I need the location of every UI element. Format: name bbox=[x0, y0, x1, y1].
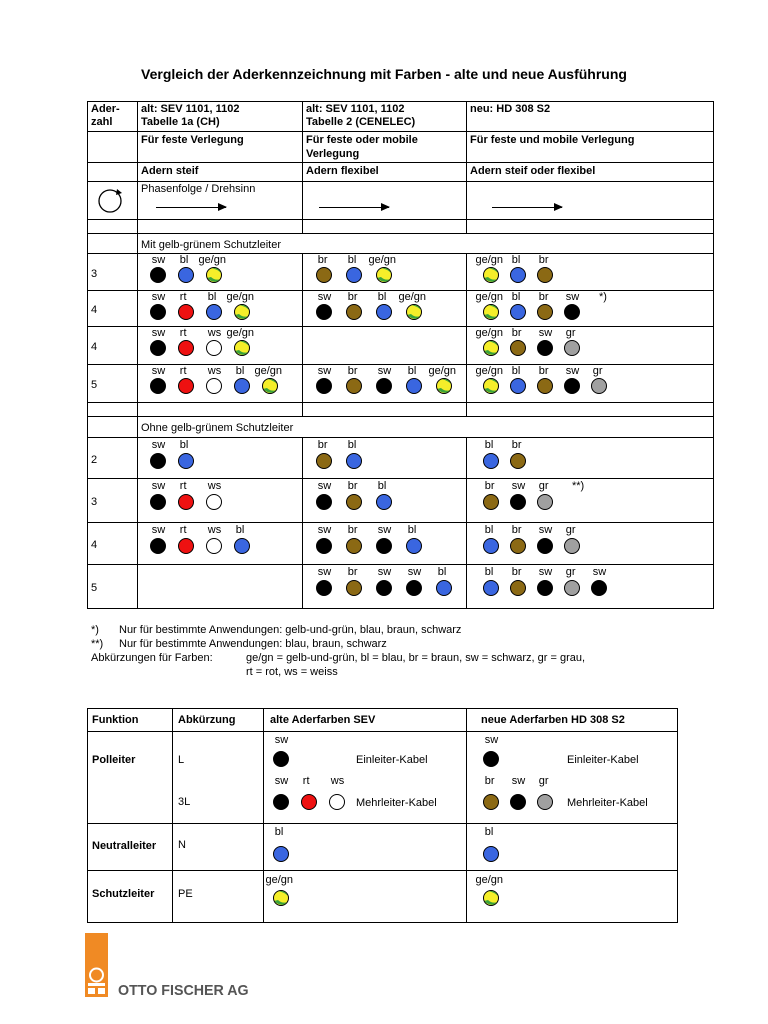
color-label: bl bbox=[437, 566, 447, 578]
t2-new-einleiter: Einleiter-Kabel bbox=[567, 754, 639, 766]
footnote-1-text: Nur für bestimmte Anwendungen: gelb-und-grün, blau, braun, schwarz bbox=[119, 624, 462, 636]
wire-br-dot bbox=[510, 538, 526, 554]
wire-bl-dot bbox=[346, 267, 362, 283]
wire-br-dot bbox=[510, 453, 526, 469]
row-ader-count: 3 bbox=[91, 496, 98, 508]
color-label: br bbox=[511, 524, 522, 536]
color-label: sw bbox=[511, 775, 526, 787]
wire-bl-dot bbox=[376, 494, 392, 510]
wire-bl-dot bbox=[406, 538, 422, 554]
color-label: br bbox=[347, 566, 358, 578]
footnote-ref: *) bbox=[599, 291, 607, 303]
color-label: gr bbox=[565, 524, 576, 536]
wire-sw-dot bbox=[150, 267, 166, 283]
wire-ws-dot bbox=[206, 494, 222, 510]
row-ader-count: 4 bbox=[91, 341, 98, 353]
wire-rt-dot bbox=[178, 340, 194, 356]
footnote-ref: **) bbox=[572, 480, 585, 492]
wire-br-dot bbox=[346, 580, 362, 596]
color-label: sw bbox=[592, 566, 607, 578]
logo-mark-icon bbox=[85, 966, 108, 996]
t2-abbr-PE: PE bbox=[178, 888, 193, 900]
color-label: sw bbox=[317, 480, 332, 492]
t2-header-funktion: Funktion bbox=[92, 714, 139, 726]
row-ader-count: 2 bbox=[91, 453, 98, 466]
row-ader-count: 4 bbox=[91, 539, 98, 551]
color-label: br bbox=[511, 439, 522, 451]
color-label: br bbox=[317, 254, 328, 266]
color-label: ge/gn bbox=[475, 254, 504, 266]
t2-schutzleiter: Schutzleiter bbox=[92, 888, 155, 900]
color-label: rt bbox=[179, 524, 187, 536]
wire-bl-dot bbox=[346, 453, 362, 469]
wire-br-dot bbox=[346, 378, 362, 394]
wire-sw-dot bbox=[150, 494, 166, 510]
header-hd308: neu: HD 308 S2 bbox=[470, 103, 551, 115]
phase-arrow-c3 bbox=[492, 207, 562, 208]
header-aderzahl-2: zahl bbox=[91, 116, 113, 128]
t2-header-neu: neue Aderfarben HD 308 S2 bbox=[481, 714, 625, 726]
wire-gegn-dot bbox=[483, 378, 499, 394]
color-label: ge/gn bbox=[475, 365, 504, 377]
footnote-2-mark: **) bbox=[91, 638, 104, 650]
wire-bl-dot bbox=[436, 580, 452, 596]
logo-text: OTTO FISCHER AG bbox=[118, 982, 249, 999]
wire-br-dot bbox=[510, 340, 526, 356]
color-label: ge/gn bbox=[254, 365, 283, 377]
color-label: sw bbox=[151, 327, 166, 339]
color-label: sw bbox=[151, 365, 166, 377]
color-label: br bbox=[347, 365, 358, 377]
row-ader-count: 4 bbox=[91, 304, 98, 316]
wire-sw-dot bbox=[376, 538, 392, 554]
wire-gegn-dot bbox=[483, 267, 499, 283]
wire-sw-dot bbox=[316, 580, 332, 596]
header-sev-ch-2: Tabelle 1a (CH) bbox=[141, 116, 220, 128]
wire-bl-dot bbox=[483, 846, 499, 862]
wire-rt-dot bbox=[178, 378, 194, 394]
t2-neutralleiter: Neutralleiter bbox=[92, 840, 157, 852]
color-label: bl bbox=[207, 291, 217, 303]
t2-header-abkuerzung: Abkürzung bbox=[178, 714, 236, 726]
color-label: ge/gn bbox=[226, 327, 255, 339]
color-label: bl bbox=[235, 365, 245, 377]
abbr-line-1: ge/gn = gelb-und-grün, bl = blau, br = braun, sw = schwarz, gr = grau, bbox=[246, 652, 586, 664]
color-label: gr bbox=[538, 480, 549, 492]
adern-c3: Adern steif oder flexibel bbox=[470, 165, 596, 177]
wire-gegn-dot bbox=[206, 267, 222, 283]
color-label: ws bbox=[207, 480, 222, 492]
color-label: sw bbox=[151, 254, 166, 266]
color-label: ge/gn bbox=[368, 254, 397, 266]
color-label: br bbox=[347, 524, 358, 536]
row-ader-count: 3 bbox=[91, 267, 98, 280]
wire-bl-dot bbox=[234, 378, 250, 394]
color-label: sw bbox=[151, 439, 166, 451]
wire-sw-dot bbox=[537, 340, 553, 356]
color-label: bl bbox=[511, 291, 521, 303]
color-label: br bbox=[538, 254, 549, 266]
color-label: br bbox=[538, 365, 549, 377]
t2-polleiter: Polleiter bbox=[92, 754, 136, 766]
phase-arrow-c1 bbox=[156, 207, 226, 208]
color-label: sw bbox=[538, 327, 553, 339]
wire-sw-dot bbox=[564, 378, 580, 394]
phase-arrow-c2 bbox=[319, 207, 389, 208]
color-label: br bbox=[511, 327, 522, 339]
color-label: gr bbox=[565, 327, 576, 339]
color-label: sw bbox=[317, 365, 332, 377]
color-label: ge/gn bbox=[475, 291, 504, 303]
color-label: bl bbox=[347, 254, 357, 266]
wire-rt-dot bbox=[178, 494, 194, 510]
wire-gegn-dot bbox=[483, 340, 499, 356]
t2-abbr-L: L bbox=[178, 754, 185, 766]
wire-ws-dot bbox=[206, 340, 222, 356]
wire-bl-dot bbox=[234, 538, 250, 554]
color-label: rt bbox=[179, 480, 187, 492]
t2-old-einleiter: Einleiter-Kabel bbox=[356, 754, 428, 766]
wire-rt-dot bbox=[301, 794, 317, 810]
wire-bl-dot bbox=[510, 267, 526, 283]
wire-gr-dot bbox=[537, 494, 553, 510]
color-label: ge/gn bbox=[226, 291, 255, 303]
wire-bl-dot bbox=[406, 378, 422, 394]
color-label: bl bbox=[407, 365, 417, 377]
verlegung-c2-1: Für feste oder mobile bbox=[306, 134, 418, 146]
wire-sw-dot bbox=[316, 538, 332, 554]
abbr-line-2: rt = rot, ws = weiss bbox=[246, 666, 338, 678]
page-title: Vergleich der Aderkennzeichnung mit Farben - alte und neue Ausführung bbox=[141, 66, 627, 82]
header-sev-cenelec-1: alt: SEV 1101, 1102 bbox=[306, 103, 405, 115]
wire-br-dot bbox=[346, 538, 362, 554]
wire-gegn-dot bbox=[234, 304, 250, 320]
wire-bl-dot bbox=[510, 378, 526, 394]
color-label: bl bbox=[179, 439, 189, 451]
wire-br-dot bbox=[346, 494, 362, 510]
color-label: rt bbox=[179, 291, 187, 303]
color-label: bl bbox=[484, 826, 494, 838]
color-label: sw bbox=[377, 524, 392, 536]
wire-rt-dot bbox=[178, 304, 194, 320]
wire-gegn-dot bbox=[483, 890, 499, 906]
t2-old-mehrleiter: Mehrleiter-Kabel bbox=[356, 797, 437, 809]
color-label: bl bbox=[484, 439, 494, 451]
wire-br-dot bbox=[537, 304, 553, 320]
color-label: ge/gn bbox=[398, 291, 427, 303]
wire-br-dot bbox=[483, 794, 499, 810]
color-label: bl bbox=[407, 524, 417, 536]
color-label: sw bbox=[538, 566, 553, 578]
verlegung-c2-2: Verlegung bbox=[306, 148, 360, 160]
t2-new-mehrleiter: Mehrleiter-Kabel bbox=[567, 797, 648, 809]
color-label: br bbox=[484, 775, 495, 787]
wire-sw-dot bbox=[591, 580, 607, 596]
wire-bl-dot bbox=[483, 538, 499, 554]
color-label: sw bbox=[317, 524, 332, 536]
t2-abbr-N: N bbox=[178, 839, 186, 851]
color-label: rt bbox=[179, 365, 187, 377]
wire-gegn-dot bbox=[483, 304, 499, 320]
color-label: sw bbox=[538, 524, 553, 536]
wire-bl-dot bbox=[483, 580, 499, 596]
wire-sw-dot bbox=[273, 794, 289, 810]
color-label: sw bbox=[484, 734, 499, 746]
color-label: bl bbox=[484, 524, 494, 536]
wire-gr-dot bbox=[591, 378, 607, 394]
color-label: br bbox=[538, 291, 549, 303]
wire-sw-dot bbox=[150, 378, 166, 394]
wire-sw-dot bbox=[537, 580, 553, 596]
footnote-1-mark: *) bbox=[91, 624, 99, 636]
color-label: br bbox=[347, 480, 358, 492]
wire-gr-dot bbox=[564, 538, 580, 554]
color-label: sw bbox=[407, 566, 422, 578]
wire-sw-dot bbox=[316, 378, 332, 394]
wire-gegn-dot bbox=[406, 304, 422, 320]
color-label: ge/gn bbox=[198, 254, 227, 266]
wire-sw-dot bbox=[510, 794, 526, 810]
color-label: sw bbox=[317, 566, 332, 578]
wire-gegn-dot bbox=[262, 378, 278, 394]
verlegung-c1: Für feste Verlegung bbox=[141, 134, 244, 146]
wire-bl-dot bbox=[376, 304, 392, 320]
color-label: ge/gn bbox=[265, 874, 294, 886]
wire-gegn-dot bbox=[436, 378, 452, 394]
color-label: sw bbox=[565, 365, 580, 377]
color-label: sw bbox=[377, 365, 392, 377]
wire-br-dot bbox=[483, 494, 499, 510]
section-with-pe: Mit gelb-grünem Schutzleiter bbox=[141, 239, 282, 251]
color-label: sw bbox=[274, 734, 289, 746]
color-label: ge/gn bbox=[475, 874, 504, 886]
phase-label: Phasenfolge / Drehsinn bbox=[141, 183, 256, 195]
wire-sw-dot bbox=[316, 304, 332, 320]
wire-sw-dot bbox=[150, 304, 166, 320]
wire-gegn-dot bbox=[273, 890, 289, 906]
color-label: rt bbox=[302, 775, 310, 787]
wire-ws-dot bbox=[329, 794, 345, 810]
color-label: bl bbox=[347, 439, 357, 451]
wire-gr-dot bbox=[564, 580, 580, 596]
color-label: sw bbox=[151, 524, 166, 536]
color-label: sw bbox=[377, 566, 392, 578]
wire-sw-dot bbox=[376, 580, 392, 596]
color-label: sw bbox=[151, 291, 166, 303]
wire-ws-dot bbox=[206, 538, 222, 554]
rotation-direction-icon bbox=[95, 186, 127, 216]
wire-br-dot bbox=[537, 267, 553, 283]
t2-header-alt: alte Aderfarben SEV bbox=[270, 714, 376, 726]
color-label: br bbox=[484, 480, 495, 492]
color-label: ws bbox=[207, 524, 222, 536]
wire-sw-dot bbox=[406, 580, 422, 596]
wire-bl-dot bbox=[273, 846, 289, 862]
color-label: bl bbox=[377, 480, 387, 492]
wire-sw-dot bbox=[150, 340, 166, 356]
color-label: bl bbox=[377, 291, 387, 303]
wire-sw-dot bbox=[376, 378, 392, 394]
color-label: ws bbox=[330, 775, 345, 787]
color-label: br bbox=[511, 566, 522, 578]
wire-bl-dot bbox=[483, 453, 499, 469]
footnote-2-text: Nur für bestimmte Anwendungen: blau, braun, schwarz bbox=[119, 638, 387, 650]
color-label: sw bbox=[274, 775, 289, 787]
wire-sw-dot bbox=[150, 538, 166, 554]
color-label: gr bbox=[538, 775, 549, 787]
color-label: br bbox=[347, 291, 358, 303]
color-label: ws bbox=[207, 365, 222, 377]
section-without-pe: Ohne gelb-grünem Schutzleiter bbox=[141, 422, 294, 434]
header-aderzahl-1: Ader- bbox=[91, 103, 120, 115]
wire-gegn-dot bbox=[376, 267, 392, 283]
abbr-label: Abkürzungen für Farben: bbox=[91, 652, 213, 664]
wire-gegn-dot bbox=[234, 340, 250, 356]
color-label: bl bbox=[511, 254, 521, 266]
wire-ws-dot bbox=[206, 378, 222, 394]
wire-bl-dot bbox=[178, 453, 194, 469]
color-label: sw bbox=[565, 291, 580, 303]
wire-br-dot bbox=[537, 378, 553, 394]
adern-c1: Adern steif bbox=[141, 165, 199, 177]
color-label: sw bbox=[151, 480, 166, 492]
wire-br-dot bbox=[510, 580, 526, 596]
color-label: bl bbox=[179, 254, 189, 266]
wire-sw-dot bbox=[273, 751, 289, 767]
color-label: bl bbox=[235, 524, 245, 536]
wire-bl-dot bbox=[510, 304, 526, 320]
color-label: ge/gn bbox=[428, 365, 457, 377]
wire-sw-dot bbox=[537, 538, 553, 554]
color-label: sw bbox=[317, 291, 332, 303]
wire-gr-dot bbox=[564, 340, 580, 356]
wire-br-dot bbox=[346, 304, 362, 320]
verlegung-c3: Für feste und mobile Verlegung bbox=[470, 134, 635, 146]
color-label: gr bbox=[592, 365, 603, 377]
adern-c2: Adern flexibel bbox=[306, 165, 379, 177]
header-sev-ch-1: alt: SEV 1101, 1102 bbox=[141, 103, 240, 115]
color-label: rt bbox=[179, 327, 187, 339]
wire-sw-dot bbox=[510, 494, 526, 510]
wire-sw-dot bbox=[483, 751, 499, 767]
wire-br-dot bbox=[316, 453, 332, 469]
t2-abbr-3L: 3L bbox=[178, 796, 191, 808]
wire-sw-dot bbox=[564, 304, 580, 320]
color-label: sw bbox=[511, 480, 526, 492]
color-label: br bbox=[317, 439, 328, 451]
wire-gr-dot bbox=[537, 794, 553, 810]
row-ader-count: 5 bbox=[91, 582, 98, 594]
row-ader-count: 5 bbox=[91, 379, 98, 391]
wire-rt-dot bbox=[178, 538, 194, 554]
header-sev-cenelec-2: Tabelle 2 (CENELEC) bbox=[306, 116, 416, 128]
color-label: bl bbox=[484, 566, 494, 578]
color-label: bl bbox=[274, 826, 284, 838]
color-label: ws bbox=[207, 327, 222, 339]
color-label: bl bbox=[511, 365, 521, 377]
color-label: gr bbox=[565, 566, 576, 578]
wire-sw-dot bbox=[316, 494, 332, 510]
wire-sw-dot bbox=[150, 453, 166, 469]
wire-bl-dot bbox=[178, 267, 194, 283]
wire-bl-dot bbox=[206, 304, 222, 320]
color-label: ge/gn bbox=[475, 327, 504, 339]
wire-br-dot bbox=[316, 267, 332, 283]
